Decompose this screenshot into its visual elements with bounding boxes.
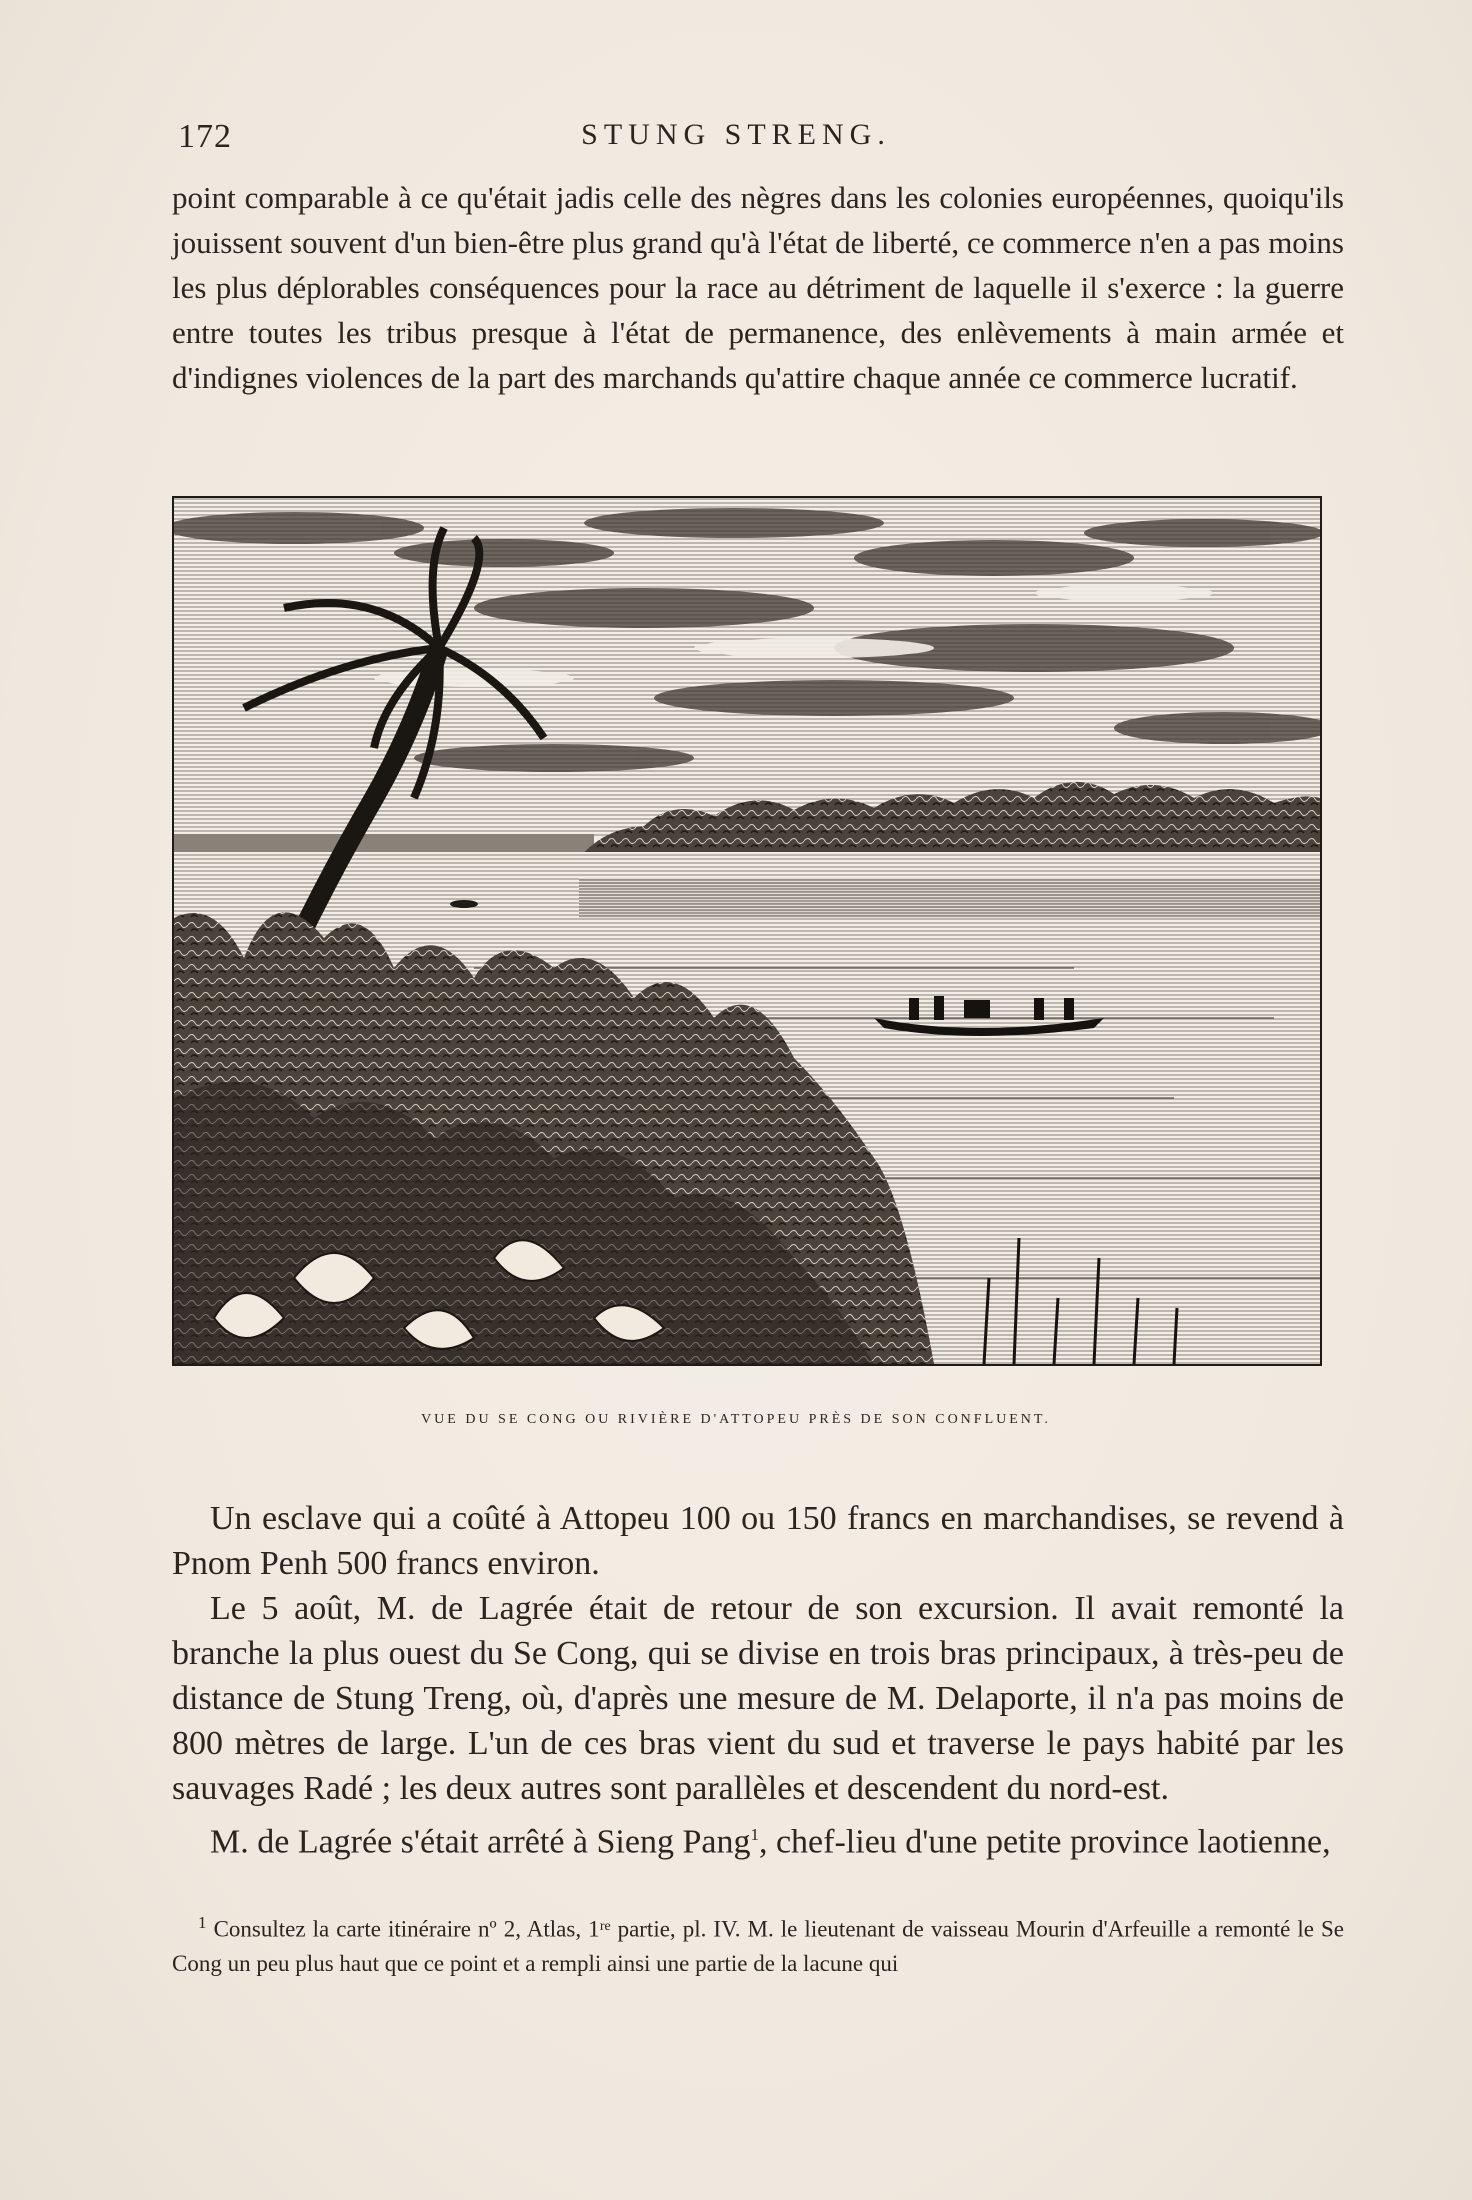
running-title: STUNG STRENG. xyxy=(581,118,891,151)
body-paragraph-2: Le 5 août, M. de Lagrée était de retour de son excursion. Il avait remonté la branche la plus ouest du Se Cong, qui se divise en trois bras principaux, à très-peu de distance de Stung Treng, où, d'après une mesure de M. Delaporte, il n'a pas moins de 800 mètres de large. L'un de ces bras vient du sud et traverse le pays habité par les sauvages Radé ; les deux autres sont parallèles et descendent du nord-est. xyxy=(172,1590,1344,1807)
figure-caption: VUE DU SE CONG OU RIVIÈRE D'ATTOPEU PRÈS DE SON CONFLUENT. xyxy=(421,1412,1051,1427)
top-paragraph: point comparable à ce qu'était jadis celle des nègres dans les colonies européennes, quoiqu'ils jouissent souvent d'un bien-être plus grand qu'à l'état de liberté, ce commerce n'en a pas moins les plus déplorables conséquences pour la race au détriment de laquelle il s'exerce : la guerre entre toutes les tribus presque à l'état de permanence, des enlèvements à main armée et d'indignes violences de la part des marchands qu'attire chaque année ce commerce lucratif. xyxy=(172,180,1344,395)
footnote-reference: 1 xyxy=(750,1825,759,1844)
footnote xyxy=(172,1906,1344,1981)
body-paragraph-1: Un esclave qui a coûté à Attopeu 100 ou 150 francs en marchandises, se revend à Pnom Penh 500 francs environ. xyxy=(172,1500,1344,1582)
body-paragraph-3 xyxy=(172,1812,1344,1864)
engraving-illustration xyxy=(172,496,1322,1366)
page-number: 172 xyxy=(178,118,232,155)
footnote-text: Consultez la carte itinéraire nº 2, Atlas, 1ʳᵉ partie, pl. IV. M. le lieutenant de vaisseau Mourin d'Arfeuille a remonté le Se Cong un peu plus haut que ce point et a rempli ainsi une partie de la lacune qui xyxy=(172,1916,1345,1976)
paragraph-3-text-end: , chef-lieu d'une petite province laotienne, xyxy=(758,1823,1331,1861)
river-scene-image xyxy=(174,498,1320,1364)
footnote-marker: 1 xyxy=(198,1913,207,1932)
paragraph-3-text-start: M. de Lagrée s'était arrêté à Sieng Pang xyxy=(210,1823,751,1861)
